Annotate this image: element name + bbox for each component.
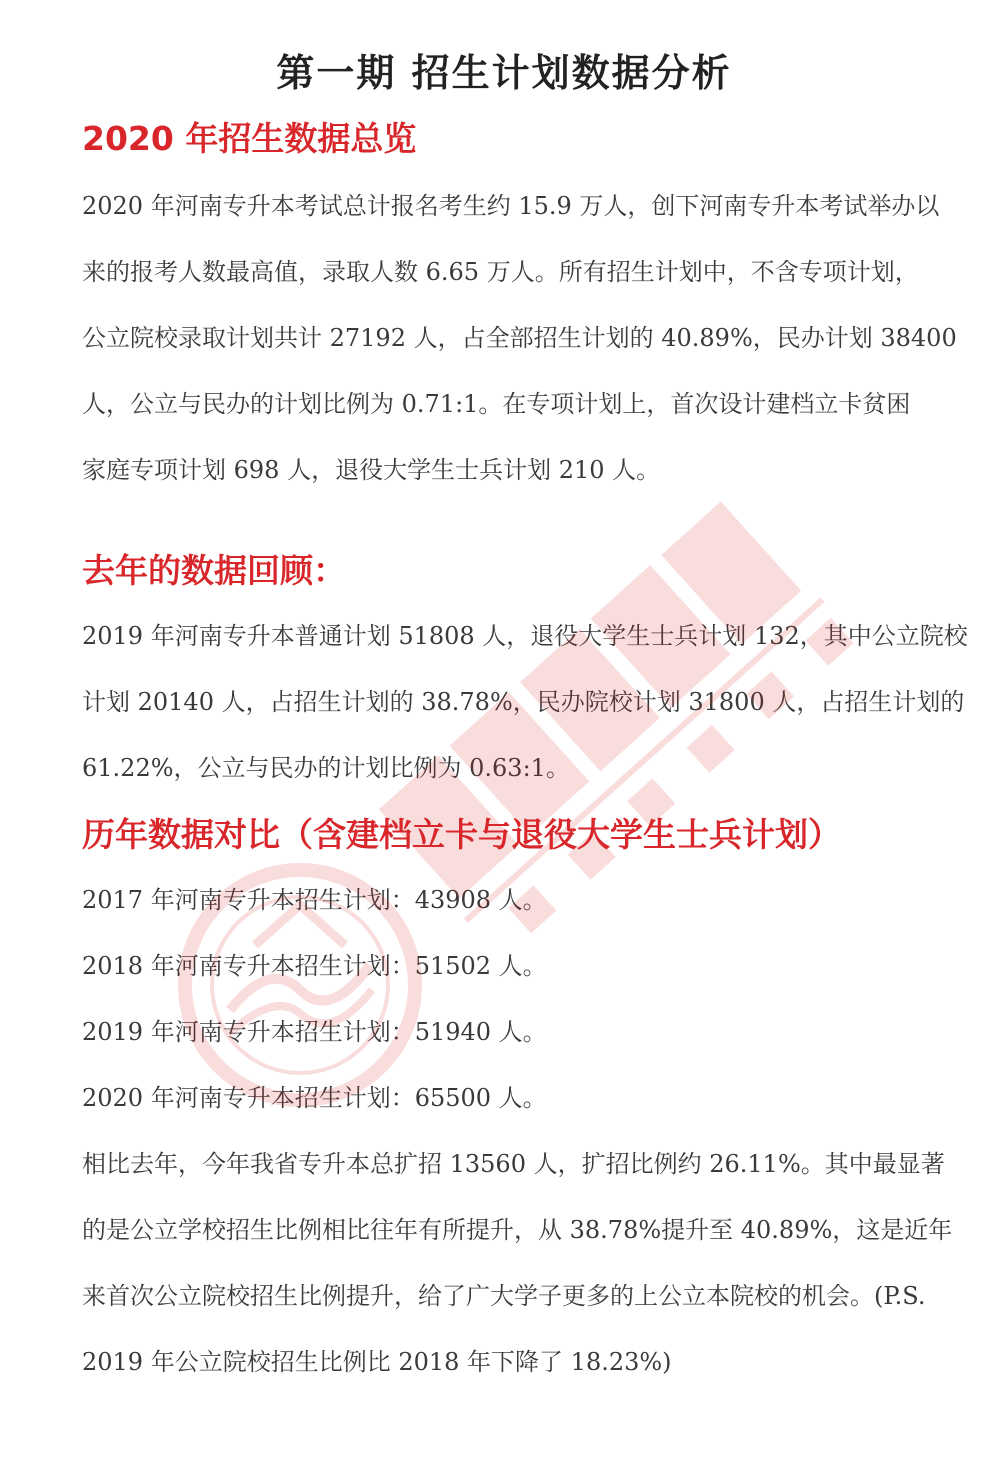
- overview-line: 人，公立与民办的计划比例为 0.71:1。在专项计划上，首次设计建档立卡贫困: [82, 390, 911, 418]
- overview-line: 2020 年河南专升本考试总计报名考生约 15.9 万人，创下河南专升本考试举办以: [82, 192, 940, 220]
- summary-line: 的是公立学校招生比例相比往年有所提升，从 38.78%提升至 40.89%，这是近年: [82, 1216, 953, 1244]
- overview-line: 家庭专项计划 698 人，退役大学生士兵计划 210 人。: [82, 456, 661, 484]
- summary-line: 相比去年，今年我省专升本总扩招 13560 人，扩招比例约 26.11%。其中最显著: [82, 1150, 945, 1178]
- summary-line: 来首次公立院校招生比例提升，给了广大学子更多的上公立本院校的机会。(P.S.: [82, 1282, 926, 1310]
- history-item: 2018 年河南专升本招生计划：51502 人。: [82, 952, 547, 980]
- summary-line: 2019 年公立院校招生比例比 2018 年下降了 18.23%): [82, 1348, 672, 1376]
- review-line: 2019 年河南专升本普通计划 51808 人，退役大学生士兵计划 132，其中公立院校: [82, 622, 968, 650]
- review-line: 61.22%，公立与民办的计划比例为 0.63:1。: [82, 754, 570, 782]
- history-item: 2020 年河南专升本招生计划：65500 人。: [82, 1084, 547, 1112]
- section-heading-history: 历年数据对比（含建档立卡与退役大学生士兵计划）: [82, 815, 841, 854]
- review-line: 计划 20140 人，占招生计划的 38.78%，民办院校计划 31800 人，占招生计划的: [82, 688, 965, 716]
- page-title: 第一期 招生计划数据分析: [276, 51, 732, 95]
- overview-line: 来的报考人数最高值，录取人数 6.65 万人。所有招生计划中，不含专项计划，: [82, 258, 919, 286]
- history-item: 2019 年河南专升本招生计划：51940 人。: [82, 1018, 547, 1046]
- section-heading-overview: 2020 年招生数据总览: [82, 119, 417, 158]
- history-item: 2017 年河南专升本招生计划：43908 人。: [82, 886, 547, 914]
- section-heading-review: 去年的数据回顾：: [82, 551, 346, 590]
- overview-line: 公立院校录取计划共计 27192 人，占全部招生计划的 40.89%，民办计划 38400: [82, 324, 957, 352]
